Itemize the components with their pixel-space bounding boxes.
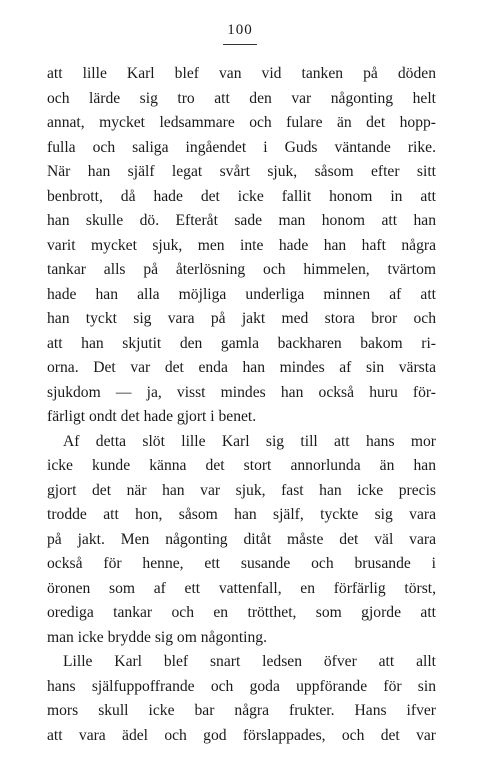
- page-number: 100: [227, 22, 253, 38]
- text-line: fulla och saliga ingåendet i Guds väntande rike.: [47, 138, 436, 156]
- text-line: tankar alls på återlösning och himmelen, tvärtom: [47, 261, 436, 278]
- paragraph-start-line: Lille Karl blef snart ledsen öfver att allt: [63, 653, 436, 670]
- text-line: han tyckt sig vara på jakt med stora bror och: [47, 310, 436, 327]
- text-line: på jakt. Men någonting ditåt måste det väl vara: [47, 530, 436, 548]
- text-line: också för henne, ett susande och brusande i: [47, 555, 436, 572]
- text-line: benbrott, då hade det icke fallit honom in att: [47, 187, 436, 205]
- text-line: att han skjutit den gamla backharen bakom ri-: [47, 334, 436, 352]
- text-line: att lille Karl blef van vid tanken på döden: [47, 65, 436, 82]
- text-line: varit mycket sjuk, men inte hade han haft några: [47, 236, 436, 254]
- text-line: mors skull icke bar några frukter. Hans ifver: [47, 702, 436, 719]
- body-text: [47, 62, 436, 748]
- text-line: hans själfuppoffrande och goda uppförande för sin: [47, 677, 436, 695]
- text-line: och lärde sig tro att den var någonting helt: [47, 89, 436, 107]
- text-line: färligt ondt det hade gjort i benet.: [47, 408, 257, 425]
- text-line: att vara ädel och god förslappades, och det var: [47, 726, 436, 744]
- text-line: sjukdom — ja, visst mindes han också huru för-: [47, 383, 436, 401]
- text-line: trodde att hon, såsom han själf, tyckte sig vara: [47, 506, 436, 523]
- text-line: gjort det när han var sjuk, fast han icke precis: [47, 481, 436, 499]
- paragraph-start-line: Af detta slöt lille Karl sig till att hans mor: [63, 432, 436, 450]
- text-line: han skulle dö. Efteråt sade man honom att han: [47, 212, 436, 229]
- text-line: orna. Det var det enda han mindes af sin värsta: [47, 359, 436, 376]
- text-line: man icke brydde sig om någonting.: [47, 628, 268, 646]
- text-line: icke kunde känna det stort annorlunda än han: [47, 457, 436, 474]
- text-line: När han själf legat svårt sjuk, såsom efter sitt: [47, 163, 436, 180]
- text-line: öronen som af ett vattenfall, en förfärlig törst,: [47, 579, 436, 597]
- header-rule: [223, 44, 257, 45]
- text-line: orediga tankar och en trötthet, som gjorde att: [47, 604, 436, 621]
- text-line: annat, mycket ledsammare och fulare än det hopp-: [47, 114, 436, 131]
- text-line: hade han alla möjliga underliga minnen af att: [47, 285, 436, 303]
